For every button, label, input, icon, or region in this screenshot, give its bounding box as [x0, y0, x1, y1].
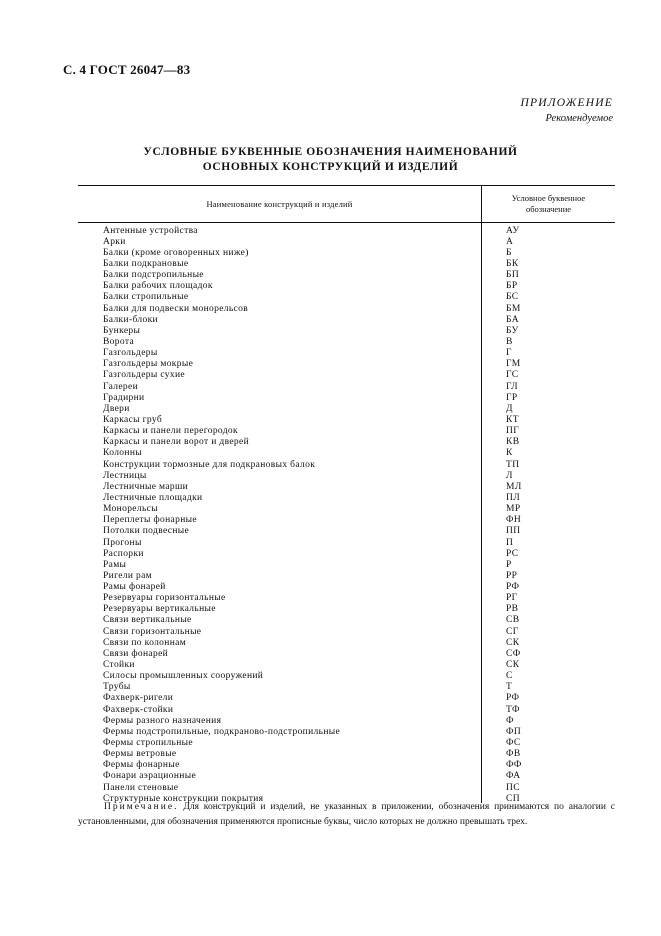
- table-row: [78, 704, 615, 715]
- designation-code: СП: [506, 793, 520, 804]
- construction-name: Галереи: [103, 381, 139, 392]
- designation-code: РВ: [506, 604, 519, 615]
- designation-code: БК: [506, 258, 519, 269]
- designation-code: ТФ: [506, 704, 520, 715]
- designation-code: БУ: [506, 325, 519, 336]
- title-line-1: УСЛОВНЫЕ БУКВЕННЫЕ ОБОЗНАЧЕНИЯ НАИМЕНОВАНИЙ: [143, 146, 518, 158]
- table-row: [78, 559, 615, 570]
- table-row: [78, 626, 615, 637]
- table-row: [78, 726, 615, 737]
- column-header-code: [481, 186, 615, 222]
- table-row: [78, 492, 615, 503]
- designation-code: ФН: [506, 515, 522, 526]
- construction-name: Рамы: [103, 559, 127, 570]
- table-row: [78, 693, 615, 704]
- table-row: [78, 370, 615, 381]
- construction-name: Каркасы и панели перегородок: [103, 426, 239, 437]
- designation-code: ПС: [506, 782, 520, 793]
- table-row: [78, 348, 615, 359]
- construction-name: Монорельсы: [103, 504, 158, 515]
- construction-name: Фермы ветровые: [103, 749, 177, 760]
- designation-code: РР: [506, 570, 518, 581]
- table-row: [78, 760, 615, 771]
- designation-code: БА: [506, 314, 519, 325]
- construction-name: Структурные конструкции покрытия: [103, 793, 264, 804]
- table-row: [78, 570, 615, 581]
- designation-code: ФП: [506, 726, 522, 737]
- designation-code: ФС: [506, 738, 521, 749]
- table-row: [78, 336, 615, 347]
- construction-name: Балки подстропильные: [103, 270, 204, 281]
- designation-code: П: [506, 537, 514, 548]
- designation-code: СК: [506, 660, 520, 671]
- designation-code: А: [506, 236, 514, 247]
- designation-code: БР: [506, 281, 518, 292]
- table-row: [78, 671, 615, 682]
- construction-name: Бункеры: [103, 325, 141, 336]
- construction-name: Балки стропильные: [103, 292, 189, 303]
- appendix-block: [521, 96, 613, 126]
- construction-name: Фермы стропильные: [103, 738, 193, 749]
- construction-name: Антенные устройства: [103, 225, 198, 236]
- designation-code: АУ: [506, 225, 520, 236]
- construction-name: Рамы фонарей: [103, 582, 166, 593]
- appendix-label: ПРИЛОЖЕНИЕ: [520, 97, 613, 109]
- table-row: [78, 359, 615, 370]
- construction-name: Фахверк-стойки: [103, 704, 174, 715]
- construction-name: Балки (кроме оговоренных ниже): [103, 247, 249, 258]
- designation-code: МЛ: [506, 481, 522, 492]
- designation-code: ПП: [506, 526, 521, 537]
- construction-name: Резервуары горизонтальные: [103, 593, 226, 604]
- construction-name: Газгольдеры сухие: [103, 370, 185, 381]
- construction-name: Связи горизонтальные: [103, 626, 202, 637]
- table-row: [78, 593, 615, 604]
- designation-code: С: [506, 671, 513, 682]
- table-row: [78, 782, 615, 793]
- construction-name: Конструкции тормозные для подкрановых балок: [103, 459, 316, 470]
- table-row: [78, 325, 615, 336]
- designation-code: В: [506, 336, 513, 347]
- designation-code: РФ: [506, 582, 520, 593]
- table-row: [78, 270, 615, 281]
- table-row: [78, 381, 615, 392]
- designation-code: ПЛ: [506, 492, 521, 503]
- table-row: [78, 258, 615, 269]
- table-row: [78, 749, 615, 760]
- table-header: [78, 186, 615, 223]
- designation-code: БМ: [506, 303, 521, 314]
- designation-code: РФ: [506, 693, 520, 704]
- table-row: [78, 637, 615, 648]
- table-row: [78, 414, 615, 425]
- table-row: [78, 659, 615, 670]
- construction-name: Газгольдеры: [103, 348, 158, 359]
- designation-code: К: [506, 448, 513, 459]
- construction-name: Каркасы и панели ворот и дверей: [103, 437, 250, 448]
- column-header-code-line-2: обозначение: [525, 204, 572, 214]
- designation-code: ТП: [506, 459, 520, 470]
- construction-name: Градирни: [103, 392, 145, 403]
- construction-name: Колонны: [103, 448, 142, 459]
- designation-code: ГЛ: [506, 381, 519, 392]
- designation-code: КТ: [506, 414, 519, 425]
- note: [78, 800, 615, 830]
- construction-name: Балки-блоки: [103, 314, 158, 325]
- designation-code: СГ: [506, 626, 519, 637]
- table-row: [78, 682, 615, 693]
- table-row: [78, 582, 615, 593]
- construction-name: Двери: [103, 403, 130, 414]
- table-row: [78, 281, 615, 292]
- designation-code: Б: [506, 247, 512, 258]
- table-row: [78, 292, 615, 303]
- designation-code: ФВ: [506, 749, 521, 760]
- designation-code: РГ: [506, 593, 518, 604]
- construction-name: Каркасы груб: [103, 414, 163, 425]
- designation-code: СК: [506, 637, 520, 648]
- construction-name: Связи вертикальные: [103, 615, 192, 626]
- table-row: [78, 615, 615, 626]
- construction-name: Балки подкрановые: [103, 258, 189, 269]
- designation-code: ГР: [506, 392, 518, 403]
- table-body: [78, 223, 615, 804]
- document-title: [0, 145, 661, 175]
- designation-code: КВ: [506, 437, 520, 448]
- table-row: [78, 604, 615, 615]
- construction-name: Фермы подстропильные, подкраново-подстропильные: [103, 726, 341, 737]
- construction-name: Панели стеновые: [103, 782, 179, 793]
- designation-code: Ф: [506, 715, 514, 726]
- designation-code: ФА: [506, 771, 521, 782]
- construction-name: Лестничные площадки: [103, 492, 203, 503]
- table-row: [78, 225, 615, 236]
- construction-name: Ворота: [103, 336, 135, 347]
- page-header: С. 4 ГОСТ 26047—83: [63, 62, 191, 77]
- construction-name: Газгольдеры мокрые: [103, 359, 194, 370]
- designation-code: ФФ: [506, 760, 522, 771]
- designation-code: Л: [506, 470, 513, 481]
- table-row: [78, 537, 615, 548]
- title-line-2: ОСНОВНЫХ КОНСТРУКЦИЙ И ИЗДЕЛИЙ: [202, 161, 459, 173]
- construction-name: Переплеты фонарные: [103, 515, 197, 526]
- construction-name: Фермы разного назначения: [103, 715, 222, 726]
- designation-code: ПГ: [506, 426, 520, 437]
- construction-name: Лестничные марши: [103, 481, 189, 492]
- designation-code: ГС: [506, 370, 519, 381]
- designation-code: Г: [506, 348, 512, 359]
- table-row: [78, 648, 615, 659]
- construction-name: Балки для подвески монорельсов: [103, 303, 249, 314]
- table-row: [78, 437, 615, 448]
- construction-name: Ригели рам: [103, 570, 153, 581]
- table-row: [78, 392, 615, 403]
- table-row: [78, 470, 615, 481]
- construction-name: Прогоны: [103, 537, 142, 548]
- table-row: [78, 236, 615, 247]
- designations-table: [78, 185, 615, 804]
- table-row: [78, 459, 615, 470]
- designation-code: Р: [506, 559, 512, 570]
- construction-name: Фонари аэрационные: [103, 771, 197, 782]
- table-row: [78, 504, 615, 515]
- designation-code: БП: [506, 270, 520, 281]
- table-row: [78, 737, 615, 748]
- table-row: [78, 314, 615, 325]
- construction-name: Связи по колоннам: [103, 637, 187, 648]
- table-row: [78, 715, 615, 726]
- designation-code: МР: [506, 504, 521, 515]
- designation-code: Д: [506, 403, 513, 414]
- table-row: [78, 526, 615, 537]
- construction-name: Стойки: [103, 660, 135, 671]
- table-row: [78, 548, 615, 559]
- construction-name: Силосы промышленных сооружений: [103, 671, 264, 682]
- designation-code: РС: [506, 548, 519, 559]
- designation-code: БС: [506, 292, 519, 303]
- note-label: Примечание.: [104, 802, 179, 812]
- table-row: [78, 403, 615, 414]
- table-row: [78, 771, 615, 782]
- construction-name: Фермы фонарные: [103, 760, 180, 771]
- construction-name: Фахверк-ригели: [103, 693, 174, 704]
- note-text: Для конструкций и изделий, не указанных в приложении, обозначения принимаются по аналогии с установленными, для обозначения применяются прописные буквы, число которых не должно превышать трех.: [78, 802, 616, 827]
- appendix-status: Рекомендуемое: [545, 113, 613, 124]
- construction-name: Резервуары вертикальные: [103, 604, 216, 615]
- table-row: [78, 303, 615, 314]
- column-header-code-line-1: Условное буквенное: [511, 193, 586, 203]
- construction-name: Арки: [103, 236, 126, 247]
- table-row: [78, 426, 615, 437]
- construction-name: Связи фонарей: [103, 648, 169, 659]
- construction-name: Лестницы: [103, 470, 147, 481]
- construction-name: Распорки: [103, 548, 144, 559]
- table-row: [78, 247, 615, 258]
- table-row: [78, 481, 615, 492]
- designation-code: СВ: [506, 615, 520, 626]
- construction-name: Трубы: [103, 682, 131, 693]
- column-header-name: Наименование конструкций и изделий: [206, 199, 353, 209]
- designation-code: ГМ: [506, 359, 521, 370]
- table-row: [78, 515, 615, 526]
- table-row: [78, 448, 615, 459]
- construction-name: Потолки подвесные: [103, 526, 190, 537]
- designation-code: Т: [506, 682, 513, 693]
- construction-name: Балки рабочих площадок: [103, 281, 213, 292]
- designation-code: СФ: [506, 648, 521, 659]
